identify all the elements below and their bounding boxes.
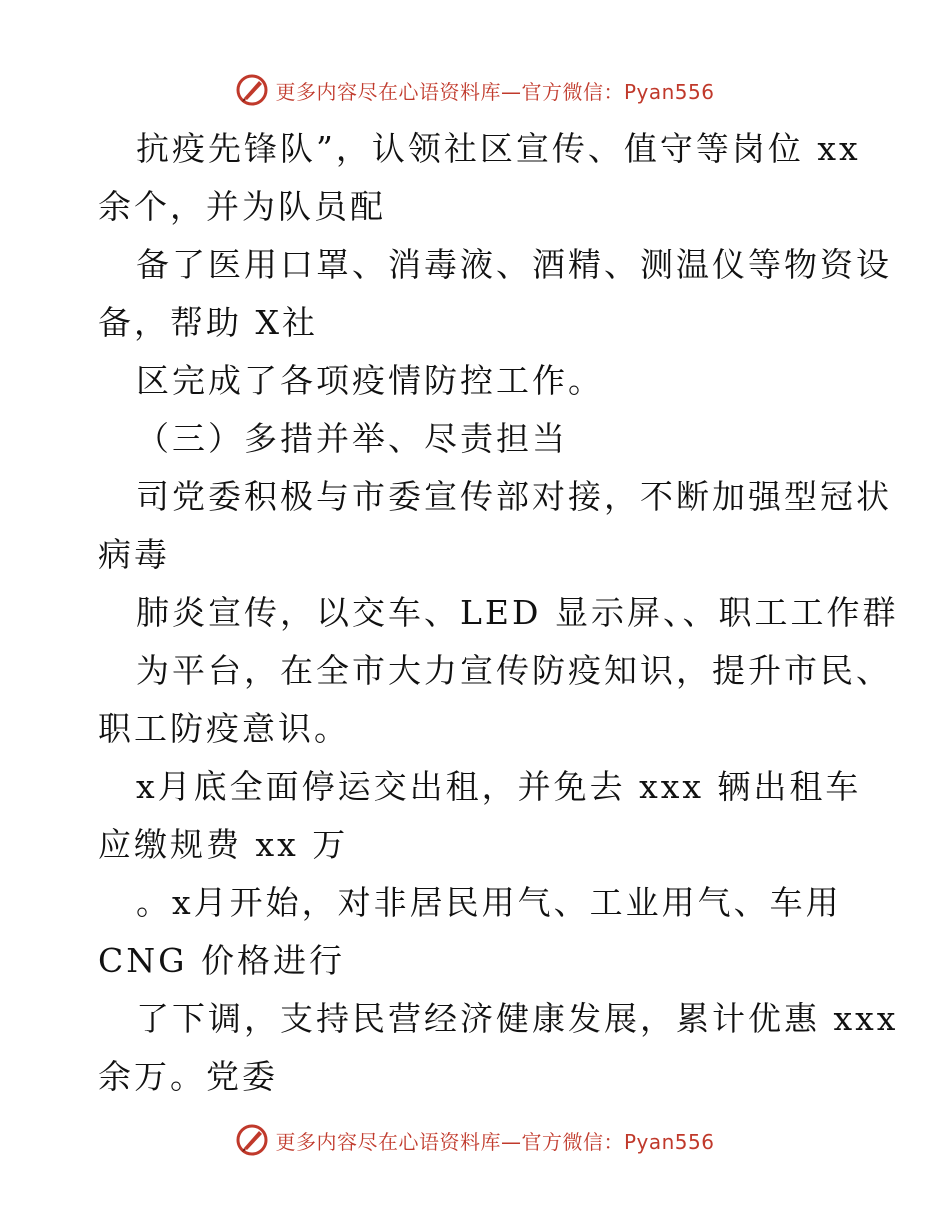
text-line: （三）多措并举、尽责担当 [136,419,568,458]
text-line: 。x月开始，对非居民用气、工业用气、车用 [136,883,842,922]
text-line: 备了医用口罩、消毒液、酒精、测温仪等物资设 [136,245,892,284]
text-line: 区完成了各项疫情防控工作。 [136,361,604,400]
text-line: 了下调，支持民营经济健康发展，累计优惠 xxx [136,999,899,1038]
text-line: x月底全面停运交出租，并免去 xxx 辆出租车 [136,767,862,806]
text-line: 病毒 [98,535,170,574]
text-line: 职工防疫意识。 [98,709,350,748]
document-body [98,120,899,1106]
footer-banner [0,1120,950,1160]
quill-circle-icon [235,73,269,107]
footer-banner-text: 更多内容尽在心语资料库—官方微信：Pyan556 [275,1129,715,1154]
text-line: 司党委积极与市委宣传部对接，不断加强型冠状 [136,477,892,516]
header-banner-text: 更多内容尽在心语资料库—官方微信：Pyan556 [275,79,715,104]
text-line: 余个，并为队员配 [98,187,386,226]
text-line: 余万。党委 [98,1057,278,1096]
header-banner [0,70,950,110]
text-line: 备，帮助 X社 [98,303,318,342]
quill-circle-icon [235,1123,269,1157]
text-line: 肺炎宣传，以交车、LED 显示屏、、职工工作群 [136,593,899,632]
text-line: CNG 价格进行 [98,941,345,980]
text-line: 应缴规费 xx 万 [98,825,349,864]
text-line: 抗疫先锋队”，认领社区宣传、值守等岗位 xx [136,129,861,168]
text-line: 为平台，在全市大力宣传防疫知识，提升市民、 [136,651,892,690]
